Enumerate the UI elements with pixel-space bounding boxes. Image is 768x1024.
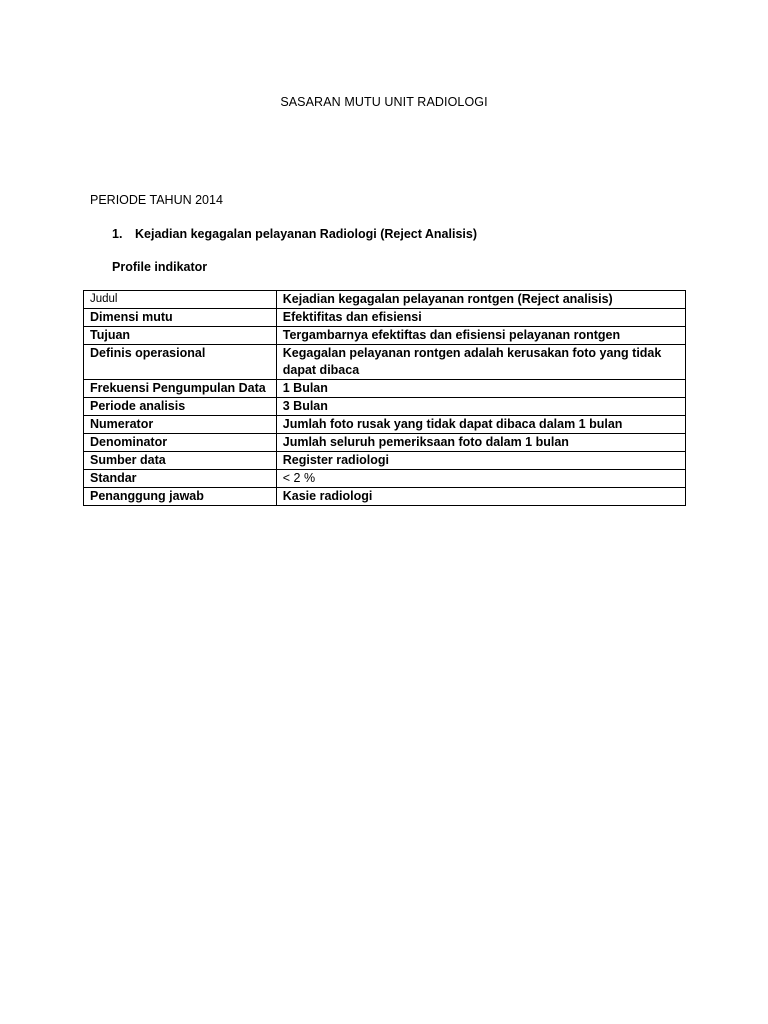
row-label: Standar	[84, 470, 277, 488]
row-value: 1 Bulan	[276, 380, 685, 398]
row-label: Dimensi mutu	[84, 309, 277, 327]
row-value: Jumlah seluruh pemeriksaan foto dalam 1 bulan	[276, 434, 685, 452]
row-value: Kejadian kegagalan pelayanan rontgen (Reject analisis)	[276, 291, 685, 309]
table-row	[84, 309, 686, 327]
table-row	[84, 345, 686, 380]
periode-heading: PERIODE TAHUN 2014	[90, 193, 223, 207]
table-row	[84, 291, 686, 309]
row-label: Periode analisis	[84, 398, 277, 416]
row-value: Kegagalan pelayanan rontgen adalah kerusakan foto yang tidak dapat dibaca	[276, 345, 685, 380]
row-value: Jumlah foto rusak yang tidak dapat dibaca dalam 1 bulan	[276, 416, 685, 434]
table-row	[84, 488, 686, 506]
profile-heading: Profile indikator	[112, 260, 208, 274]
row-label: Penanggung jawab	[84, 488, 277, 506]
row-value: Kasie radiologi	[276, 488, 685, 506]
row-label: Denominator	[84, 434, 277, 452]
table-row	[84, 434, 686, 452]
indicator-item	[112, 227, 477, 241]
row-value: < 2 %	[276, 470, 685, 488]
row-label: Tujuan	[84, 327, 277, 345]
table-row	[84, 452, 686, 470]
table-row	[84, 470, 686, 488]
row-label: Sumber data	[84, 452, 277, 470]
row-value: Register radiologi	[276, 452, 685, 470]
row-value: 3 Bulan	[276, 398, 685, 416]
row-value: Tergambarnya efektiftas dan efisiensi pelayanan rontgen	[276, 327, 685, 345]
document-title: SASARAN MUTU UNIT RADIOLOGI	[280, 95, 488, 109]
table-row	[84, 416, 686, 434]
row-value: Efektifitas dan efisiensi	[276, 309, 685, 327]
indicator-profile-table	[83, 290, 686, 506]
item-text: Kejadian kegagalan pelayanan Radiologi (Reject Analisis)	[135, 227, 477, 241]
table-row	[84, 327, 686, 345]
row-label: Definis operasional	[84, 345, 277, 380]
row-label: Numerator	[84, 416, 277, 434]
table-row	[84, 380, 686, 398]
item-number: 1.	[112, 227, 123, 241]
row-label: Judul	[84, 291, 277, 309]
row-label: Frekuensi Pengumpulan Data	[84, 380, 277, 398]
table-row	[84, 398, 686, 416]
